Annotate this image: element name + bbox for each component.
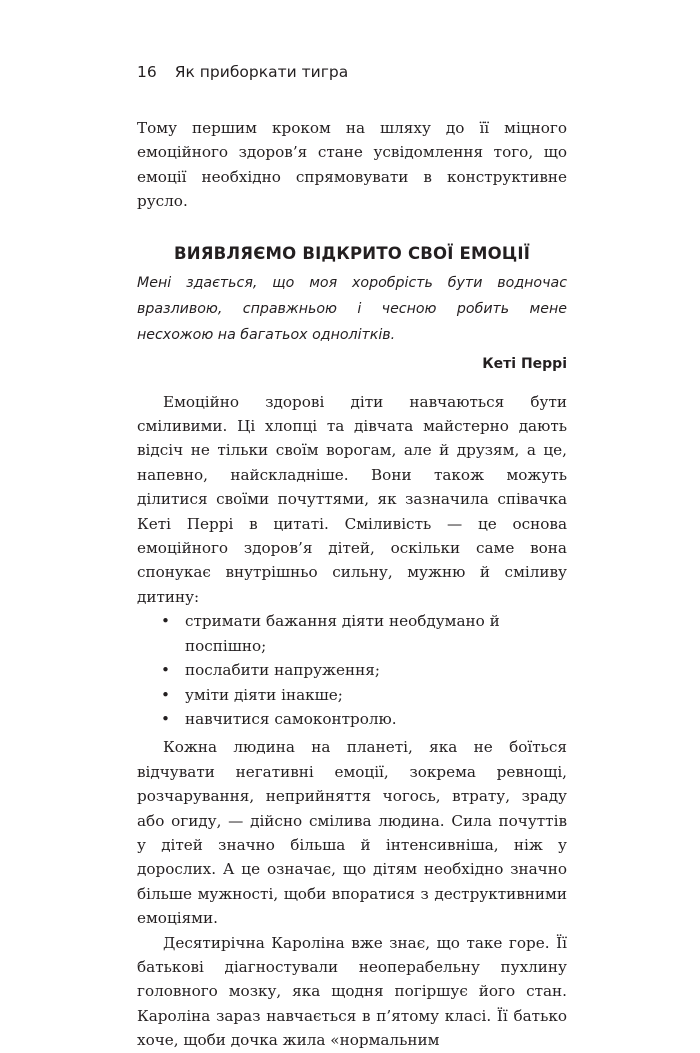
running-title: Як приборкати тигра (174, 63, 349, 81)
bullet-icon: • (161, 685, 170, 704)
running-header (137, 63, 348, 81)
section-heading: ВИЯВЛЯЄМО ВІДКРИТО СВОЇ ЕМОЦІЇ (173, 243, 531, 263)
bullet-item (137, 683, 567, 707)
bullet-text: послабити напруження; (185, 661, 380, 680)
epigraph-author: Кеті Перрі (482, 355, 567, 372)
bullet-text: навчитися самоконтролю. (185, 709, 397, 728)
intro-paragraph: Тому першим кроком на шляху до її міцного емоційного здоров’я стане усвідомлення того, що емоції необхідно спрямовувати в конструктивне русло. (137, 119, 567, 211)
bullet-icon: • (161, 661, 170, 680)
paragraph: Емоційно здорові діти навчаються бути сміливими. Ці хлопці та дівчата майстерно дають відсіч не тільки своїм ворогам, але й друзям, а це, напевно, найскладніше. Вони також можуть ділитися своїми почуттями, як зазначила співачка Кеті Перрі в цитаті. Сміливість — це основа емоційного здоров’я дітей, оскільки саме вона спонукає внутрішньо сильну, мужню й сміливу дитину: (137, 392, 567, 606)
paragraph: Десятирічна Кароліна вже знає, що таке горе. Її батькові діагностували неоперабельну пухлину головного мозку, яка щодня погіршує його стан. Кароліна зараз навчається в п’ятому класі. Її батько хоче, щоби дочка жила «нормальним (137, 933, 567, 1050)
bullet-text: уміти діяти інакше; (185, 685, 343, 704)
epigraph: Мені здається, що моя хоробрість бути водночас вразливою, справжньою і чесною робить мене несхожою на багатьох однолітків. (137, 274, 567, 343)
bullet-icon: • (161, 709, 170, 728)
page-number: 16 (137, 63, 157, 81)
paragraph: Кожна людина на планеті, яка не боїться відчувати негативні емоції, зокрема ревнощі, розчарування, неприйняття чогось, втрату, зраду або огиду, — дійсно смілива людина. Сила почуттів у дітей значно більша й інтенсивніша, ніж у дорослих. А це означає, що дітям необхідно значно більше мужності, щоби впоратися з деструктивними емоціями. (137, 738, 567, 928)
bullet-text: стримати бажання діяти необдумано й поспішно; (185, 612, 500, 655)
bullet-item (137, 658, 567, 682)
page-body (137, 116, 567, 1053)
bullet-item (137, 609, 567, 658)
bullet-item (137, 707, 567, 731)
bullet-list (137, 609, 567, 731)
bullet-icon: • (161, 612, 170, 631)
